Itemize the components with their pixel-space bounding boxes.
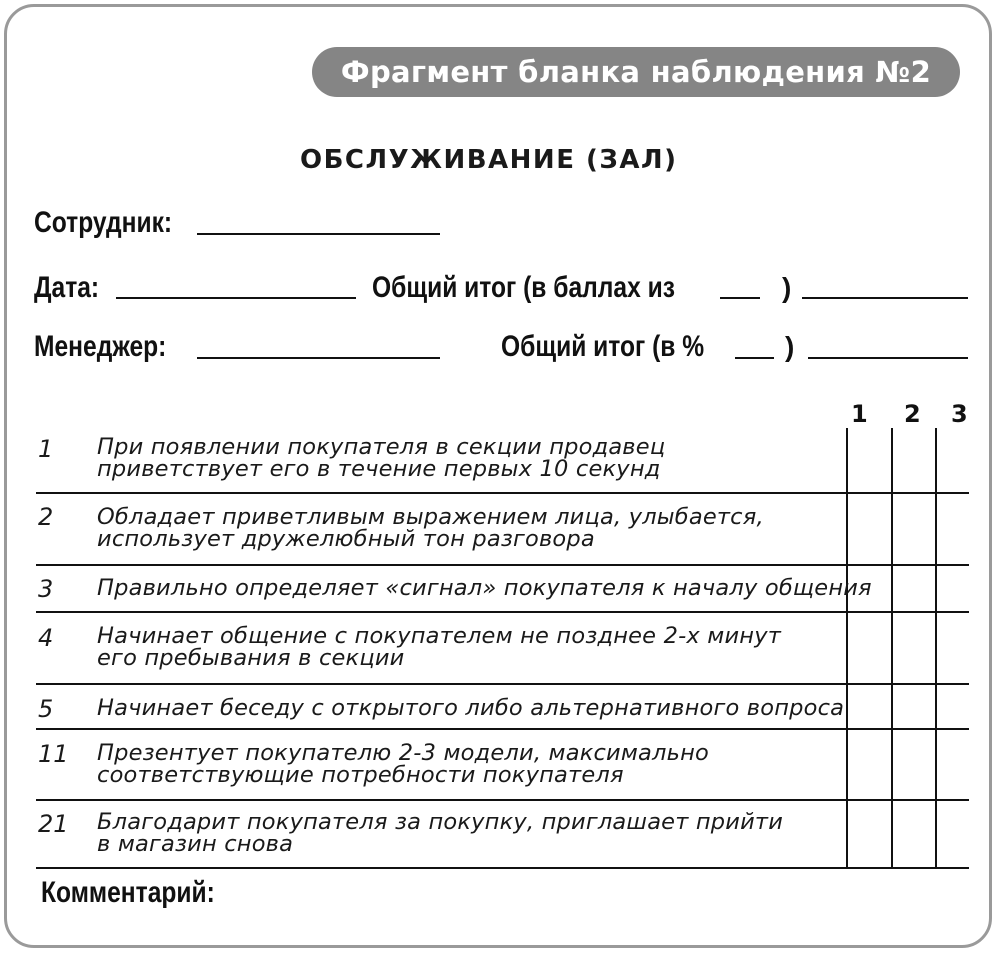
row-divider	[36, 611, 969, 613]
employee-label: Сотрудник:	[34, 206, 173, 239]
criterion-text: Обладает приветливым выражением лица, улыбается, использует дружелюбный тон разговора	[97, 504, 764, 552]
total-points-field[interactable]	[802, 297, 968, 299]
criterion-number: 5	[38, 695, 54, 723]
column-divider	[891, 428, 893, 869]
column-divider	[846, 428, 848, 869]
row-divider	[36, 799, 969, 801]
criterion-text: Благодарит покупателя за покупку, приглашает прийти в магазин снова	[97, 809, 784, 857]
total-points-label: Общий итог (в баллах из	[372, 271, 675, 304]
column-header-1: 1	[851, 400, 868, 428]
comment-label: Комментарий:	[41, 876, 215, 909]
column-header-3: 3	[951, 400, 968, 428]
close-paren: )	[782, 272, 792, 303]
criterion-number: 3	[38, 575, 54, 603]
manager-label: Менеджер:	[34, 330, 167, 363]
criterion-text: Правильно определяет «сигнал» покупателя к началу общения	[97, 575, 872, 601]
max-points-field[interactable]	[720, 297, 760, 299]
close-paren: )	[785, 331, 795, 362]
manager-field[interactable]	[197, 357, 440, 359]
row-divider	[36, 564, 969, 566]
criterion-number: 1	[38, 435, 54, 463]
criterion-text: Начинает беседу с открытого либо альтернативного вопроса	[97, 695, 845, 721]
row-divider	[36, 867, 969, 869]
total-percent-field[interactable]	[808, 357, 968, 359]
criterion-number: 21	[38, 810, 69, 838]
employee-field[interactable]	[197, 233, 440, 235]
percent-base-field[interactable]	[735, 357, 774, 359]
date-label: Дата:	[34, 271, 100, 304]
criterion-number: 11	[38, 740, 69, 768]
criterion-number: 4	[38, 624, 54, 652]
row-divider	[36, 492, 969, 494]
column-divider	[935, 428, 937, 869]
row-divider	[36, 728, 969, 730]
criterion-text: При появлении покупателя в секции продавец приветствует его в течение первых 10 секунд	[97, 434, 666, 482]
date-field[interactable]	[116, 297, 356, 299]
form-banner: Фрагмент бланка наблюдения №2	[312, 47, 960, 97]
row-divider	[36, 683, 969, 685]
criterion-text: Начинает общение с покупателем не позднее 2-х минут его пребывания в секции	[97, 623, 782, 671]
criterion-number: 2	[38, 503, 54, 531]
criterion-text: Презентует покупателю 2-3 модели, максимально соответствующие потребности покупателя	[97, 740, 709, 788]
column-header-2: 2	[904, 400, 921, 428]
form-title: ОБСЛУЖИВАНИЕ (ЗАЛ)	[300, 145, 678, 175]
total-percent-label: Общий итог (в %	[501, 330, 705, 363]
